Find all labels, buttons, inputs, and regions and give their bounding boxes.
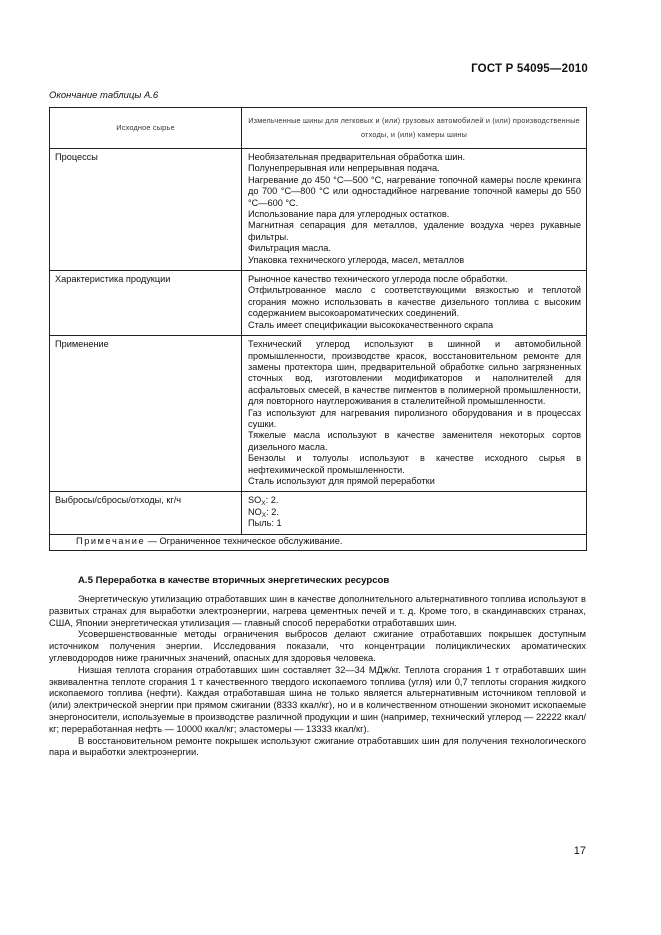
row-label-application: Применение (50, 336, 242, 492)
note-text: — Ограниченное техническое обслуживание. (145, 535, 343, 546)
paragraph: В восстановительном ремонте покрышек используют сжигание отработавших шин для получения технологического пара и выработки электроэнергии. (49, 735, 586, 758)
table-a6 (49, 107, 587, 551)
col-header-tires: Измельченные шины для легковых и (или) грузовых автомобилей и (или) производственные отходы, и (или) камеры шины (242, 108, 587, 149)
row-value-emissions (242, 492, 587, 534)
cell-line: Технический углерод используют в шинной и автомобильной промышленности, производстве красок, восстановительном ремонте для замены протектора шин, предварительной обработке сильно загрязненных сточных вод, изготовлении модификаторов и наполнителей для асфальтовых смесей, в качестве пигментов в полимерной промышленности, для повторного науглероживания в сталелитейной промышленности. (248, 339, 581, 407)
table-row (50, 336, 587, 492)
cell-line: Отфильтрованное масло с соответствующими вязкостью и теплотой сгорания можно использовать в качестве дизельного топлива с высоким содержанием высокоароматических соединений. (248, 285, 581, 319)
table-caption: Окончание таблицы А.6 (49, 90, 159, 101)
cell-line: Необязательная предварительная обработка шин. (248, 152, 466, 162)
emission-dust: Пыль: 1 (248, 518, 282, 529)
page-number: 17 (573, 845, 586, 857)
cell-line: Тяжелые масла используют в качестве заменителя некоторых сортов дизельного масла. (248, 430, 581, 452)
paragraph: Усовершенствованные методы ограничения выбросов делают сжигание отработавших покрышек доступным источником получения энергии. Исследования показали, что концентрации полициклических ароматических углеводородов ниже граничных значений, опасных для здоровья человека. (49, 629, 586, 663)
table-note-row (50, 534, 587, 550)
table-note (50, 534, 587, 550)
table-row (50, 149, 587, 271)
emission-so: $SO_X$: 2. (248, 495, 279, 508)
note-prefix: Примечание (76, 535, 146, 546)
cell-line: Сталь имеет спецификации высококачественного скрапа (248, 319, 494, 330)
paragraph: Низшая теплота сгорания отработавших шин составляет 32—34 МДж/кг. Теплота сгорания 1 т отработавших шин эквивалентна теплоте сгорания 1 т качественного твердого ископаемого топлива (угля) или 0,7 теплоты сгорания жидкого ископаемого топлива (нефти). Каждая отработавшая шина не только является альтернативным источником тепловой и (или) электрической энергии при прямом сжигании (8333 ккал/кг), но и в количественном отношении экономит ископаемые энергоносители, используемые в производстве различной продукции и шин (например, технический углерод — 22222 ккал/кг; переработанная нефть — 10000 ккал/кг; эластомеры — 13333 ккал/кг). (49, 664, 586, 734)
table-row (50, 271, 587, 336)
cell-line: Рыночное качество технического углерода после обработки. (248, 274, 508, 285)
row-label-processes: Процессы (50, 149, 242, 271)
paragraph: Энергетическую утилизацию отработавших шин в качестве дополнительного альтернативного топлива используют в развитых странах для выработки электроэнергии, нагрева цементных печей и т. д. Кроме того, в скандинавских странах, США, Японии энергетическая утилизация — главный способ переработки отработавших шин. (49, 594, 586, 628)
col-header-source: Исходное сырье (50, 108, 242, 149)
section-body (49, 594, 586, 759)
cell-line: Фильтрация масла. (248, 243, 331, 254)
row-value-products (242, 271, 587, 336)
row-value-processes (242, 149, 587, 271)
row-value-application (242, 336, 587, 492)
cell-line: Нагревание до 450 °С—500 °С, нагревание топочной камеры после крекинга до 700 °С—800 °С или одностадийное нагревание топочной камеры до 550 °С—600 °С. (248, 174, 581, 208)
cell-line: Упаковка технического углерода, масел, металлов (248, 254, 465, 265)
table-header-row (50, 108, 587, 149)
standard-number: ГОСТ Р 54095—2010 (471, 63, 588, 75)
emission-no: $NO_X$: 2. (248, 506, 279, 519)
cell-line: Газ используют для нагревания пиролизного оборудования и в процессах сушки. (248, 407, 581, 429)
cell-line: Полунепрерывная или непрерывная подача. (248, 163, 440, 174)
cell-line: Использование пара для углеродных остатков. (248, 209, 450, 220)
cell-line: Сталь используют для прямой переработки (248, 475, 435, 486)
section-heading: А.5 Переработка в качестве вторичных энергетических ресурсов (78, 575, 390, 586)
cell-line: Бензолы и толуолы используют в качестве исходного сырья в нефтехимической промышленности. (248, 453, 581, 475)
row-label-products: Характеристика продукции (50, 271, 242, 336)
cell-line: Магнитная сепарация для металлов, удаление воздуха через рукавные фильтры. (248, 220, 581, 242)
table-row (50, 492, 587, 534)
row-label-emissions: Выбросы/сбросы/отходы, кг/ч (50, 492, 242, 534)
